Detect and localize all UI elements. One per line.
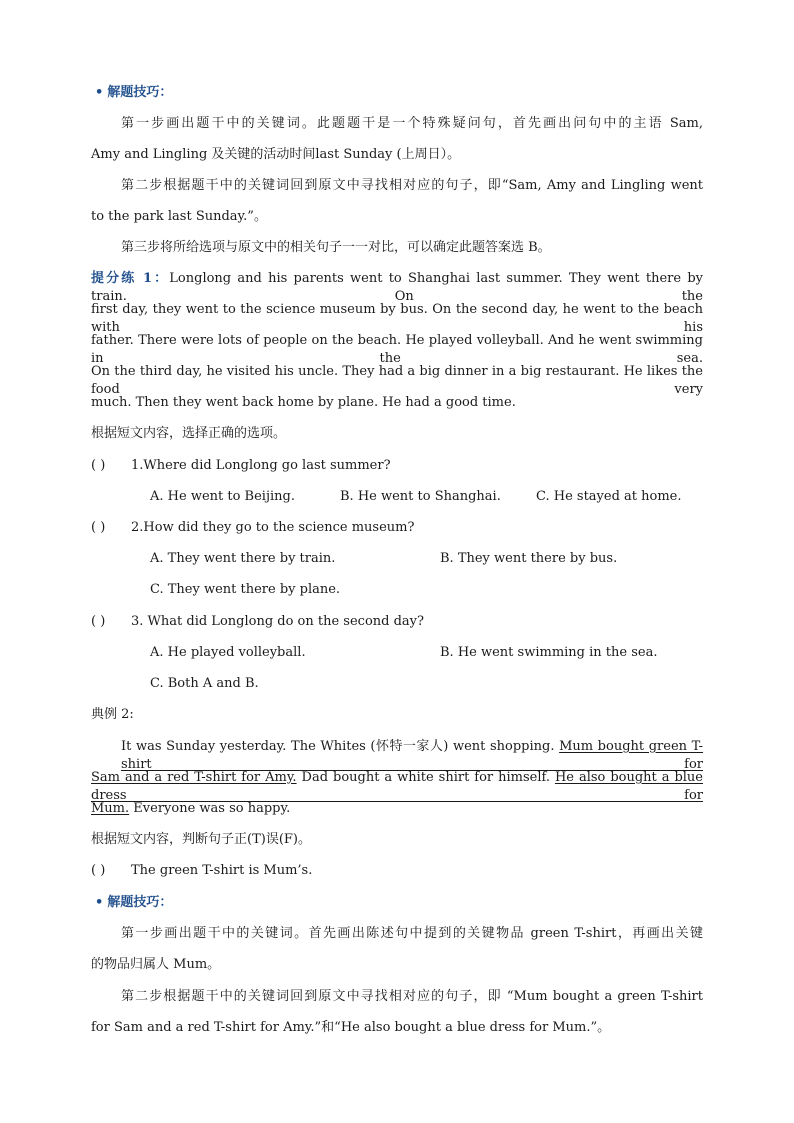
question-text: 1.Where did Longlong go last summer? — [131, 458, 391, 473]
option-b[interactable]: B. He went swimming in the sea. — [440, 645, 658, 660]
practice-line-2: first day, they went to the science museum by bus. On the second day, he went to the beach with his — [91, 302, 703, 335]
option-a[interactable]: A. They went there by train. — [150, 551, 336, 566]
example-line-3: Mum. Everyone was so happy. — [91, 801, 291, 816]
practice-label: 提分练 1： — [91, 271, 170, 286]
underlined-key-sentence: Mum. — [91, 801, 130, 816]
tip1-step2-line-b: to the park last Sunday.”。 — [91, 209, 267, 224]
question-2-options-ab — [150, 550, 710, 568]
example-line-2: Sam and a red T-shirt for Amy. Dad bought a white shirt for himself. He also bought a blue dress for — [91, 770, 704, 803]
practice-line-3: father. There were lots of people on the beach. He played volleyball. And he went swimming in the sea. — [91, 333, 703, 366]
example-line-1: It was Sunday yesterday. The Whites (怀特一家人) went shopping. Mum bought green T-shirt for — [121, 739, 704, 772]
question-2 — [91, 519, 703, 537]
option-b[interactable]: B. He went to Shanghai. — [340, 489, 501, 504]
practice-line-1: 提分练 1：Longlong and his parents went to Shanghai last summer. They went there by train. On the — [91, 271, 703, 304]
tips-heading-2: • 解题技巧： — [95, 895, 173, 910]
question-3-options-ab — [150, 644, 710, 662]
tip1-step1-line-b: Amy and Lingling 及关键的活动时间last Sunday (上周日）。 — [91, 147, 461, 162]
option-a[interactable]: A. He went to Beijing. — [150, 489, 295, 504]
tip1-step3-line: 第三步将所给选项与原文中的相关句子一一对比，可以确定此题答案选 B。 — [121, 240, 551, 255]
question-2-option-c[interactable]: C. They went there by plane. — [150, 582, 341, 597]
tip1-step2-line-a: 第二步根据题干中的关键词回到原文中寻找相对应的句子，即“Sam, Amy and Lingling went — [121, 178, 703, 193]
option-a[interactable]: A. He played volleyball. — [150, 645, 306, 660]
question-text: 2.How did they go to the science museum? — [131, 520, 415, 535]
practice-line-4: On the third day, he visited his uncle. They had a big dinner in a big restaurant. He likes the food very — [91, 364, 703, 397]
underlined-key-sentence: Mum bought green T-shirt for — [121, 739, 704, 772]
tip2-step2-line-b: for Sam and a red T-shirt for Amy.”和“He also bought a blue dress for Mum.”。 — [91, 1020, 611, 1035]
tips-heading-1: • 解题技巧： — [95, 85, 173, 100]
answer-blank[interactable]: ( ) — [91, 458, 106, 473]
answer-blank[interactable]: ( ) — [91, 863, 106, 878]
instruction-true-false: 根据短文内容，判断句子正(T)误(F)。 — [91, 832, 311, 847]
option-b[interactable]: B. They went there by bus. — [440, 551, 618, 566]
tip2-step2-line-a: 第二步根据题干中的关键词回到原文中寻找相对应的句子，即 “Mum bought a green T-shirt — [121, 989, 703, 1004]
question-1-options — [150, 488, 710, 506]
underlined-key-sentence: Sam and a red T-shirt for Amy. — [91, 770, 297, 785]
tip2-step1-line-a: 第一步画出题干中的关键词。首先画出陈述句中提到的关键物品 green T-shirt，再画出关键 — [121, 926, 703, 941]
bullet-icon: • — [95, 85, 104, 100]
tip1-step1-line-a: 第一步画出题干中的关键词。此题题干是一个特殊疑问句，首先画出问句中的主语 Sam, — [121, 116, 703, 131]
question-3-option-c[interactable]: C. Both A and B. — [150, 676, 259, 691]
option-c[interactable]: C. He stayed at home. — [536, 489, 682, 504]
question-text: The green T-shirt is Mum’s. — [131, 863, 313, 878]
answer-blank[interactable]: ( ) — [91, 520, 106, 535]
example-label: 典例 2: — [91, 707, 134, 722]
question-1 — [91, 457, 703, 475]
tip2-step1-line-b: 的物品归属人 Mum。 — [91, 957, 221, 972]
practice-line-5: much. Then they went back home by plane. He had a good time. — [91, 395, 516, 410]
question-3 — [91, 613, 703, 631]
true-false-question — [91, 862, 703, 880]
question-text: 3. What did Longlong do on the second day? — [131, 614, 424, 629]
answer-blank[interactable]: ( ) — [91, 614, 106, 629]
underlined-key-sentence: He also bought a blue dress for — [91, 770, 704, 803]
instruction-choose: 根据短文内容，选择正确的选项。 — [91, 426, 287, 441]
bullet-icon: • — [95, 895, 104, 910]
